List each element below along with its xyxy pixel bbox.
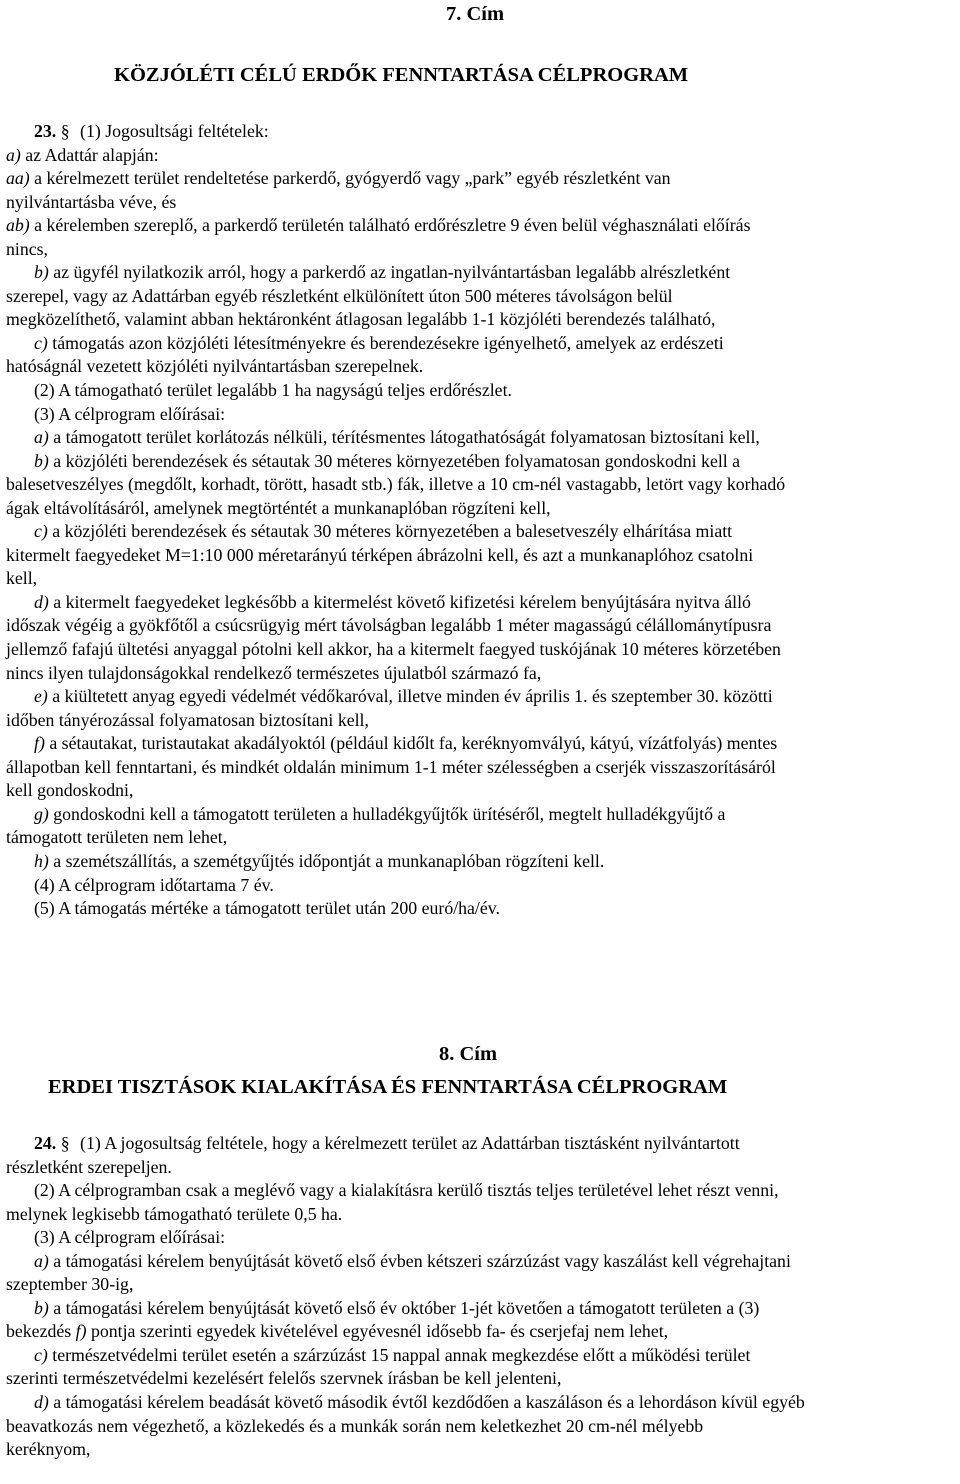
- list-item-cont: nincs ilyen tulajdonságokkal rendelkező természetes újulatból származó fa,: [6, 662, 542, 683]
- item-label: h): [34, 850, 49, 871]
- list-item-cont: hatóságnál vezetett közjóléti nyilvántartásban szerepelnek.: [6, 356, 424, 377]
- section-heading: [6, 1132, 954, 1156]
- list-item: [6, 1250, 954, 1274]
- paragraph: (3) A célprogram előírásai:: [34, 1227, 226, 1248]
- paragraph-text: (1) Jogosultsági feltételek:: [80, 121, 269, 141]
- item-label: a): [34, 427, 49, 448]
- item-label: a): [6, 144, 21, 165]
- section-number: 23.: [34, 121, 57, 141]
- paragraph: (2) A támogatható terület legalább 1 ha nagyságú teljes erdőrészlet.: [34, 380, 512, 401]
- list-item: [6, 332, 954, 356]
- item-text: a sétautakat, turistautakat akadályoktól (például kidőlt fa, keréknyomvályú, kátyú, vízátfolyás) mentes: [49, 733, 778, 754]
- chapter-title: KÖZJÓLÉTI CÉLÚ ERDŐK FENNTARTÁSA CÉLPROGRAM: [114, 64, 689, 86]
- item-text: gondoskodni kell a támogatott területen a hulladékgyűjtők ürítéséről, megtelt hulladékgyűjtő a: [53, 803, 726, 824]
- list-item-cont: [6, 1320, 954, 1344]
- list-item: [6, 803, 954, 827]
- list-item-cont: szeptember 30-ig,: [6, 1274, 134, 1295]
- item-label: d): [34, 1392, 49, 1413]
- section-heading: [6, 120, 954, 144]
- list-item: [6, 520, 954, 544]
- paragraph: (5) A támogatás mértéke a támogatott terület után 200 euró/ha/év.: [34, 898, 500, 919]
- item-text: természetvédelmi terület esetén a szárzúzást 15 nappal annak megkezdése előtt a működési terület: [52, 1344, 751, 1365]
- list-item-cont: nincs,: [6, 238, 48, 259]
- chapter-number: 8. Cím: [439, 1043, 498, 1065]
- item-label: e): [34, 686, 48, 707]
- list-item: [6, 1391, 954, 1415]
- list-item-cont: szerepel, vagy az Adattárban egyéb részletként elkülönített úton 500 méteres távolságon belül: [6, 285, 673, 306]
- item-text: pontja szerinti egyedek kivételével egyévesnél idősebb fa- és cserjefaj nem lehet,: [90, 1321, 669, 1342]
- item-label: c): [34, 332, 48, 353]
- section-24: [6, 1132, 954, 1462]
- item-label: b): [34, 262, 49, 283]
- paragraph: (4) A célprogram időtartama 7 év.: [34, 874, 274, 895]
- item-text: a kérelmezett terület rendeltetése parkerdő, gyógyerdő vagy „park” egyéb részletként van: [34, 168, 671, 189]
- section-number: 24.: [34, 1133, 57, 1153]
- item-text: támogatás azon közjóléti létesítményekre és berendezésekre igényelhető, amelyek az erdészeti: [52, 332, 724, 353]
- item-text: a kiültetett anyag egyedi védelmét védőkaróval, illetve minden év április 1. és szeptember 30. közötti: [52, 686, 773, 707]
- paragraph-text: (1) A jogosultság feltétele, hogy a kérelmezett terület az Adattárban tisztásként nyilvántartott: [80, 1133, 740, 1153]
- item-text: a szemétszállítás, a szemétgyűjtés időpontját a munkanaplóban rögzíteni kell.: [53, 850, 605, 871]
- item-label: aa): [6, 168, 30, 189]
- list-item: [6, 167, 954, 191]
- item-label: c): [34, 521, 48, 542]
- item-label: b): [34, 1297, 49, 1318]
- list-item: [6, 450, 954, 474]
- list-item-cont: támogatott területen nem lehet,: [6, 827, 228, 848]
- list-item: [6, 426, 954, 450]
- list-item: [6, 144, 954, 168]
- list-item-cont: szerinti természetvédelmi kezelésért felelős szervnek írásban be kell jelenteni,: [6, 1368, 562, 1389]
- item-text: a kérelemben szereplő, a parkerdő területén található erdőrészletre 9 éven belül véghasználati előírás: [34, 215, 751, 236]
- list-item-cont: ágak eltávolításáról, amelynek megtörténtét a munkanaplóban rögzíteni kell,: [6, 497, 551, 518]
- list-item: [6, 732, 954, 756]
- list-item: [6, 1297, 954, 1321]
- chapter-number: 7. Cím: [446, 3, 505, 25]
- item-text: a kitermelt faegyedeket legkésőbb a kitermelést követő kifizetési kérelem benyújtására nyitva álló: [53, 591, 751, 612]
- chapter-title: ERDEI TISZTÁSOK KIALAKÍTÁSA ÉS FENNTARTÁSA CÉLPROGRAM: [48, 1076, 728, 1098]
- list-item-cont: balesetveszélyes (megdőlt, korhadt, törött, hasadt stb.) fák, illetve a 10 cm-nél vastagabb, letört vagy korhadó: [6, 474, 786, 495]
- list-item: [6, 685, 954, 709]
- paragraph: (2) A célprogramban csak a meglévő vagy a kialakításra kerülő tisztás teljes területével lehet részt venni,: [34, 1180, 779, 1201]
- item-text: bekezdés: [6, 1321, 72, 1342]
- paragraph-cont: melynek legkisebb támogatható területe 0,5 ha.: [6, 1203, 343, 1224]
- item-label: b): [34, 450, 49, 471]
- item-label: f): [75, 1321, 87, 1342]
- item-text: az ügyfél nyilatkozik arról, hogy a parkerdő az ingatlan-nyilvántartásban legalább alrészletként: [53, 262, 731, 283]
- item-label: c): [34, 1344, 48, 1365]
- section-sign: §: [60, 121, 70, 141]
- list-item-cont: kell gondoskodni,: [6, 780, 134, 801]
- list-item-cont: állapotban kell fenntartani, és mindkét oldalán minimum 1-1 méter szélességben a cserjék visszaszorításáról: [6, 756, 776, 777]
- list-item-cont: időszak végéig a gyökfőtől a csúcsrügyig mért távolságban legalább 1 méter magasságú célállománytípusra: [6, 615, 772, 636]
- list-item-cont: beavatkozás nem végezhető, a közlekedés és a munkák során nem keletkezhet 20 cm-nél mélyebb: [6, 1415, 704, 1436]
- list-item-cont: jellemző fafajú ültetési anyaggal pótolni kell akkor, ha a kitermelt faegyed tuskójának 10 méteres körzetében: [6, 639, 781, 660]
- list-item: [6, 1344, 954, 1368]
- item-text: a támogatási kérelem benyújtását követő első év október 1-jét követően a támogatott területen a (3): [53, 1297, 760, 1318]
- item-label: d): [34, 591, 49, 612]
- item-label: a): [34, 1250, 49, 1271]
- item-text: a közjóléti berendezések és sétautak 30 méteres környezetében a balesetveszély elhárítása miatt: [52, 521, 733, 542]
- item-text: a közjóléti berendezések és sétautak 30 méteres környezetében folyamatosan gondoskodni kell a: [53, 450, 741, 471]
- item-text: a támogatási kérelem beadását követő második évtől kezdődően a kaszáláson és a lehordáson kívül egyéb: [53, 1392, 805, 1413]
- list-item: [6, 591, 954, 615]
- item-text: az Adattár alapján:: [25, 144, 159, 165]
- list-item-cont: nyilvántartásba véve, és: [6, 191, 177, 212]
- item-label: ab): [6, 215, 30, 236]
- list-item-cont: kitermelt faegyedeket M=1:10 000 méretarányú térképen ábrázolni kell, és azt a munkanaplóhoz csatolni: [6, 544, 754, 565]
- list-item-cont: kell,: [6, 568, 38, 589]
- paragraph: (3) A célprogram előírásai:: [34, 403, 226, 424]
- list-item: [6, 261, 954, 285]
- item-text: a támogatott terület korlátozás nélküli, térítésmentes látogathatóságát folyamatosan biztosítani kell,: [53, 427, 760, 448]
- paragraph-cont: részletként szerepeljen.: [6, 1156, 172, 1177]
- list-item-cont: megközelíthető, valamint abban hektáronként átlagosan legalább 1-1 közjóléti berendezés található,: [6, 309, 716, 330]
- item-label: g): [34, 803, 49, 824]
- item-text: a támogatási kérelem benyújtását követő első évben kétszeri szárzúzást vagy kaszálást kell végrehajtani: [53, 1250, 791, 1271]
- list-item-cont: időben tányérozással folyamatosan biztosítani kell,: [6, 709, 369, 730]
- list-item: [6, 850, 954, 874]
- section-23: [6, 120, 954, 921]
- item-label: f): [34, 733, 45, 754]
- list-item-cont: keréknyom,: [6, 1439, 91, 1460]
- list-item: [6, 214, 954, 238]
- section-sign: §: [60, 1133, 70, 1153]
